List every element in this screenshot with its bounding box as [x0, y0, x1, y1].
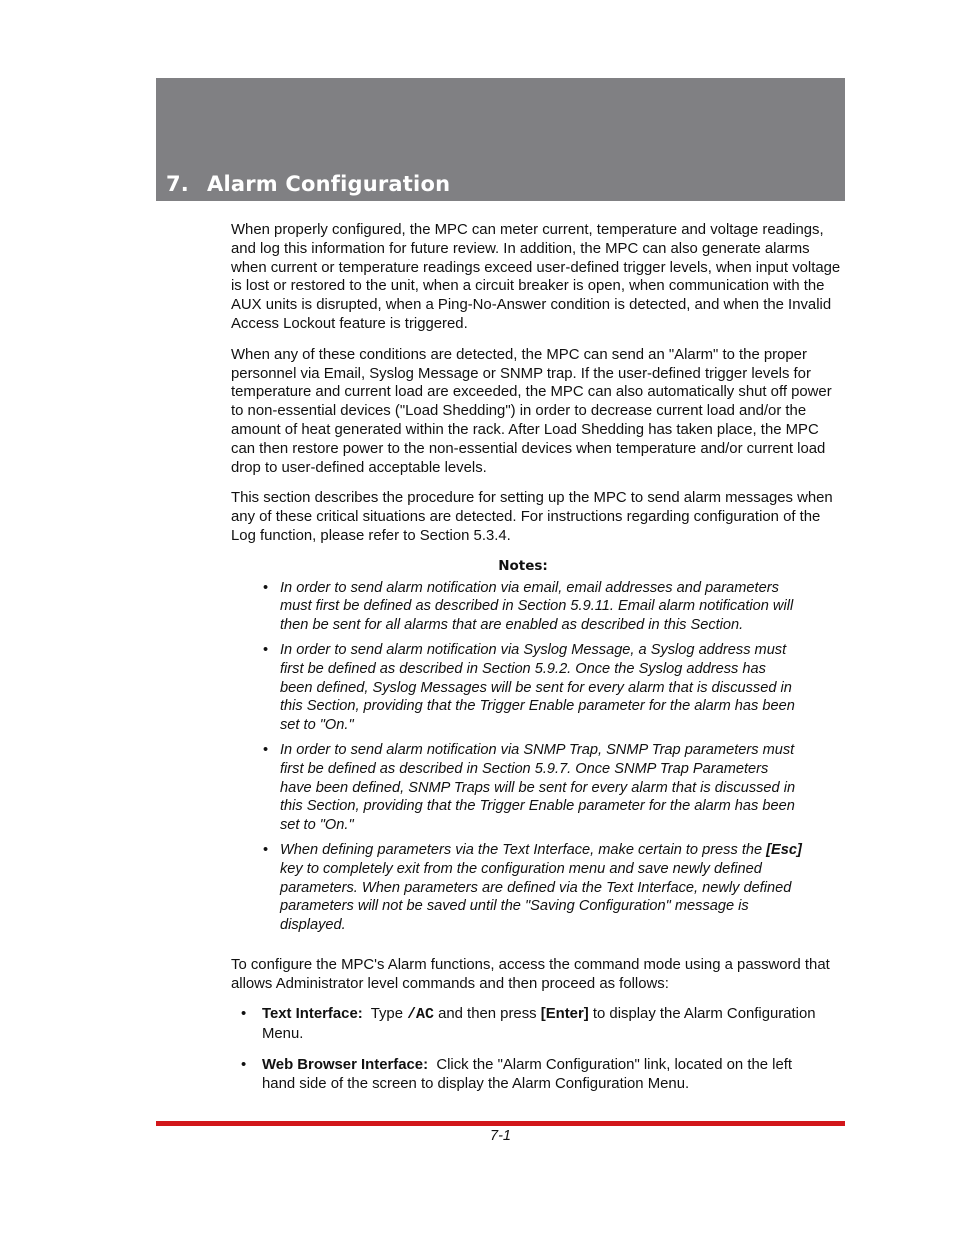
main-content — [231, 221, 845, 1106]
step-text: and then press — [433, 1006, 541, 1023]
chapter-title-text: Alarm Configuration — [207, 172, 451, 196]
command-text: /AC — [407, 1007, 434, 1024]
page-number: 7-1 — [490, 1128, 511, 1144]
intro-paragraph: When properly configured, the MPC can meter current, temperature and voltage readings, and log this information for future review. In addition, the MPC can also generate alarms when current or temperature readings exceed user-defined trigger levels, when input voltage is lost or restored to the unit, when a circuit breaker is open, when communication with the AUX units is disrupted, when a Ping-No-Answer condition is detected, and when the Invalid Access Lockout feature is triggered. — [231, 222, 841, 332]
step-text: Click the "Alarm Configuration" link, located on the left hand side of the screen to display the Alarm Configuration Menu. — [262, 1057, 797, 1092]
steps-intro: To configure the MPC's Alarm functions, access the command mode using a password that allows Administrator level commands and then proceed as follows: — [231, 956, 830, 992]
procedure-paragraph: This section describes the procedure for setting up the MPC to send alarm messages when any of these critical situations are detected. For instructions regarding configuration of the Log function, please refer to Section 5.3.4. — [231, 490, 833, 544]
step-text: Type — [362, 1006, 408, 1023]
note-item: • In order to send alarm notification via SNMP Trap, SNMP Trap parameters must first be defined as described in Section 5.9.7. Once SNMP Trap Parameters have been defined, SNMP Traps will be sent for every alarm that is discussed in this Section, providing that the Trigger Enable parameter for the alarm has been set to "On." — [262, 741, 802, 835]
step-label: Text Interface: — [262, 1006, 363, 1023]
note-text: When defining parameters via the Text Interface, make certain to press the — [280, 841, 767, 858]
note-text: key to completely exit from the configuration menu and save newly defined parameters. When parameters are defined via the Text Interface, newly defined parameters will not be saved until the "Saving Configuration" message is displayed. — [280, 860, 792, 934]
step-item — [231, 1056, 821, 1094]
note-item: • In order to send alarm notification via Syslog Message, a Syslog address must first be defined as described in Section 5.9.2. Once the Syslog address has been defined, Syslog Messages will be sent for every alarm that is discussed in this Section, providing that the Trigger Enable parameter for the alarm has been set to "On." — [262, 641, 802, 735]
notes-list — [262, 579, 802, 935]
footer-rule — [156, 1121, 845, 1126]
note-item: • In order to send alarm notification via email, email addresses and parameters must first be defined as described in Section 5.9.11. Email alarm notification will then be sent for all alarms that are enabled as described in this Section. — [262, 579, 802, 635]
step-item — [231, 1005, 821, 1044]
notes-heading: Notes: — [498, 557, 548, 574]
esc-key: [Esc] — [766, 841, 802, 858]
step-label: Web Browser Interface: — [262, 1057, 429, 1074]
note-item — [262, 841, 802, 935]
chapter-number: 7. — [166, 172, 189, 196]
step-text: to display the Alarm Configuration Menu. — [262, 1006, 816, 1043]
alarm-paragraph: When any of these conditions are detected, the MPC can send an "Alarm" to the proper personnel via Email, Syslog Message or SNMP trap. If the user-defined trigger levels for temperature and current load are exceeded, the MPC can also automatically shut off power to non-essential devices ("Load Shedding") in order to decrease current load and/or the amount of heat generated within the rack. After Load Shedding has taken place, the MPC can then restore power to the non-essential devices when temperature and/or current load drop to user-defined acceptable levels. — [231, 346, 832, 476]
chapter-header-band — [156, 78, 845, 201]
steps-list — [231, 1005, 821, 1093]
enter-key: [Enter] — [540, 1006, 589, 1023]
chapter-title — [166, 172, 450, 196]
